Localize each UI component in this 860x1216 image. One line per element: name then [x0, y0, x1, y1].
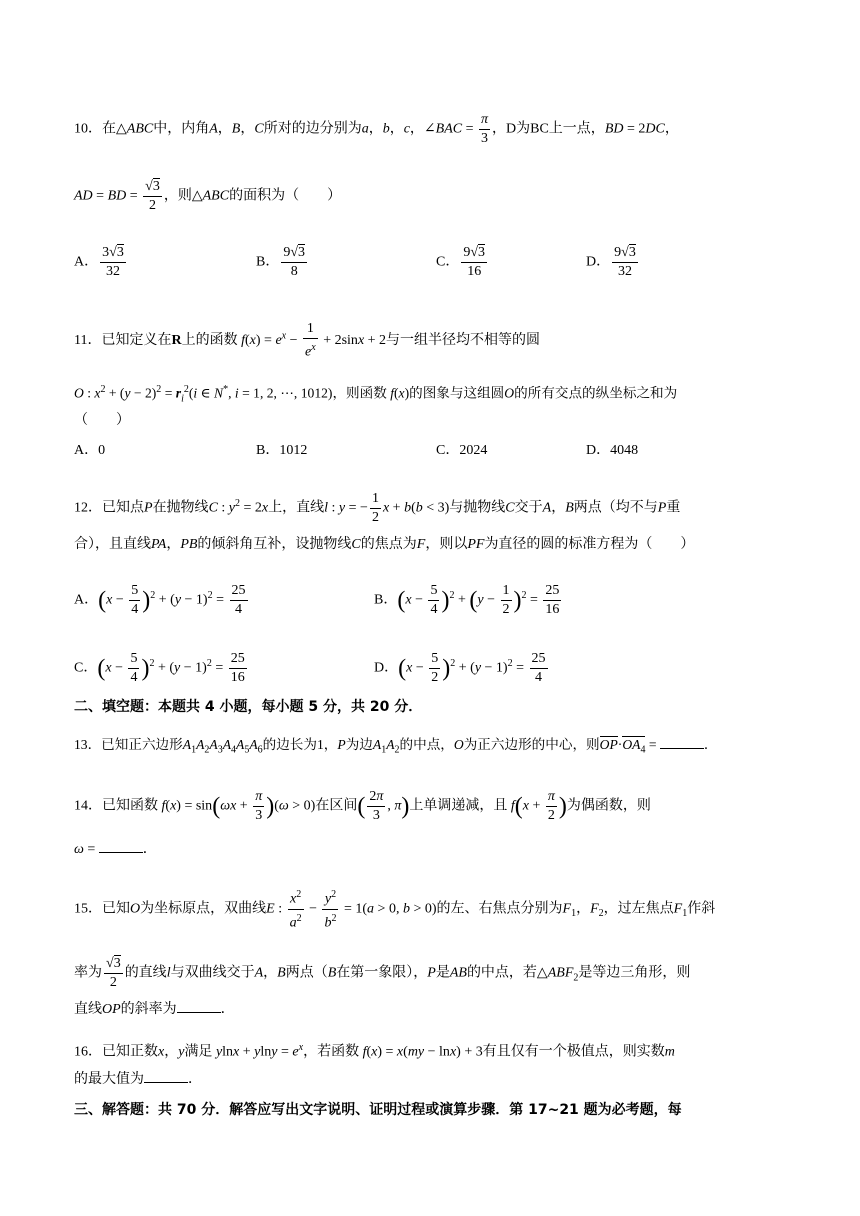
q12-option-b: B．(x − $\frac{5}{4}$ )$^2$ + (y − $\frac{1}{2}$ )$^2$ = $\frac{25}{16}$: [374, 583, 560, 617]
q10-line1: 10．在△ABC中，内角A，B，C所对的边分别为a，b，c，∠BAC = $\frac{\pi}{3}$ ，D为BC上一点，BD = 2DC，: [74, 112, 679, 146]
q10-option-b: B． $\frac{9√3}{8}$: [256, 245, 306, 279]
q12-number: 12．: [74, 500, 102, 516]
q11-number: 11．: [74, 333, 102, 349]
q11-option-d: D．4048: [586, 443, 639, 458]
q10-number: 10．: [74, 121, 102, 137]
q15-line3: 直线OP的斜率为 ．: [74, 1002, 235, 1017]
q15-line1: 15．已知O为坐标原点，双曲线E : $\frac{x^2}{a^2}$ − $\frac{y^2}{b^2}$ = 1(a > 0, b > 0)的左、右焦点分别为$F_1$，$F_2$，过左焦点$F_1$作斜: [74, 886, 715, 932]
section-2-heading: 二、填空题：本题共 4 小题，每小题 5 分，共 20 分．: [74, 699, 423, 715]
q12-option-a: A．(x − $\frac{5}{4}$ )$^2 + (y - 1)^2$ = $\frac{25}{4}$: [74, 583, 246, 617]
q12-line1: 12．已知点P在抛物线C : $y^2 = 2x$上，直线l : y = − $\frac{1}{2}$ x + b(b < 3)与抛物线C交于A，B两点（均不与P重: [74, 491, 681, 525]
q14-line2: ω = ．: [74, 842, 157, 857]
q11-line1: 11．已知定义在R上的函数 $f(x) = e^x$ − $\frac{1}{e^x}$ + 2sinx + 2与一组半径均不相等的圆: [74, 321, 541, 360]
q15-line2: 率为 $\frac{√3}{2}$ 的直线l与双曲线交于A，B两点（B在第一象限），P是AB的中点，若$\triangle ABF_2$是等边三角形，则: [74, 956, 691, 990]
q14-line1: 14．已知函数 f(x) = sin(ωx + $\frac{\pi}{3}$ )(ω > 0)在区间( $\frac{2\pi}{3}$ , π)上单调递减，且 f(x + $\frac{\pi}{2}$ )为偶函数，则: [74, 789, 651, 823]
q11-option-a: A．0: [74, 443, 106, 458]
section-3-heading: 三、解答题：共 70 分．解答应写出文字说明、证明过程或演算步骤．第 17~21 题为必考题，每: [74, 1102, 682, 1118]
q16-line2: 的最大值为 ．: [74, 1072, 202, 1087]
q16-line1: 16．已知正数x，y满足 $ylnx + ylny = e^x$，若函数 f(x) = x(my − lnx) + 3有且仅有一个极值点，则实数m: [74, 1042, 675, 1060]
q12-line2: 合），且直线PA，PB的倾斜角互补，设抛物线C的焦点为F，则以PF为直径的圆的标准方程为（ ）: [74, 537, 695, 552]
q11-option-b: B．1012: [256, 443, 308, 458]
q10-option-d: D． $\frac{9√3}{32}$: [586, 245, 636, 279]
q11-line3: （ ）: [74, 413, 130, 428]
q12-option-d: D．(x − $\frac{5}{2}$ )$^2 + (y - 1)^2$ = $\frac{25}{4}$: [374, 651, 546, 685]
q10-line2: AD = BD = $\frac{√3}{2}$ ，则△ABC的面积为（ ）: [74, 179, 342, 213]
q11-option-c: C．2024: [436, 443, 488, 458]
q13-line: 13．已知正六边形$A_1A_2A_3A_4A_5A_6$的边长为1，P为边$A_1A_2$的中点，O为正六边形的中心，则$OP\cdot OA_4$ = ．: [74, 737, 718, 756]
q12-option-c: C．(x − $\frac{5}{4}$ )$^2 + (y - 1)^2$ = $\frac{25}{16}$: [74, 651, 245, 685]
q11-line2: O : $x^2 + (y - 2)^2 = r_i^2(i$ ∈ N*, i = 1, 2, ⋯, 1012)，则函数 f(x)的图象与这组圆O的所有交点的纵坐标之和为: [74, 384, 678, 405]
q10-option-c: C． $\frac{9√3}{16}$: [436, 245, 486, 279]
q10-option-a: A． $\frac{3√3}{32}$: [74, 245, 124, 279]
